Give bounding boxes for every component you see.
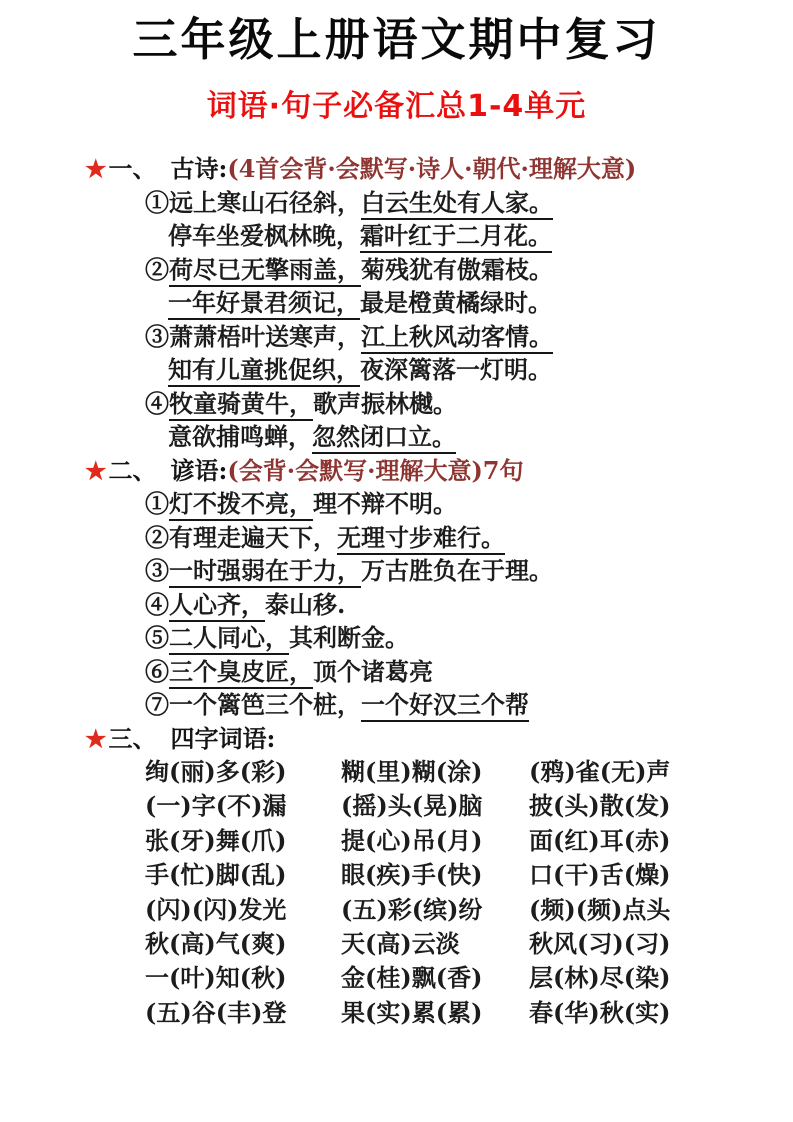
- text-line: [145, 521, 753, 555]
- word-cell: 层(林)尽(染): [529, 963, 671, 993]
- section-poems-header: [85, 152, 753, 186]
- section-proverbs-count: 7句: [482, 455, 524, 485]
- word-cell: 手(忙)脚(乱): [145, 860, 287, 890]
- text-segment: ③: [145, 556, 169, 585]
- section-poems-note: (4首会背·会默写·诗人·朝代·理解大意): [227, 154, 637, 183]
- text-segment: 泰山移.: [265, 589, 346, 619]
- text-line: [145, 219, 753, 253]
- text-line: [145, 688, 753, 722]
- word-cell: 口(干)舌(燥): [529, 860, 671, 890]
- section-poems: [85, 152, 753, 454]
- words-grid: [145, 755, 753, 1030]
- underlined-segment: 一个好汉三个帮: [361, 690, 529, 722]
- word-cell: 果(实)累(累): [341, 997, 483, 1027]
- word-row: [145, 893, 753, 927]
- word-cell: (闪)(闪)发光: [145, 894, 287, 924]
- text-line: [145, 655, 753, 689]
- text-segment: 理不辩不明。: [313, 489, 457, 518]
- section-proverbs-title: 谚语:: [170, 455, 228, 485]
- word-cell: 秋风(习)(习): [529, 929, 671, 959]
- text-segment: ⑥: [145, 656, 169, 686]
- section-proverbs: [85, 454, 753, 722]
- section-poems-title: 古诗:: [170, 154, 228, 183]
- worksheet-content: [85, 152, 753, 1030]
- star-icon: ★: [85, 455, 107, 485]
- word-cell: (五)谷(丰)登: [145, 997, 287, 1027]
- text-line: [145, 286, 753, 320]
- underlined-segment: 灯不拨不亮，: [169, 489, 313, 521]
- underlined-segment: 三个臭皮匠，: [169, 657, 313, 689]
- text-line: [145, 420, 753, 454]
- text-line: [145, 554, 753, 588]
- section-words: [85, 722, 753, 1031]
- text-segment: ③萧萧梧叶送寒声，: [145, 321, 361, 351]
- text-segment: 顶个诸葛亮: [313, 656, 433, 686]
- underlined-segment: 江上秋风动客情。: [361, 322, 553, 354]
- text-line: [145, 186, 753, 220]
- poems-lines: [145, 186, 753, 454]
- section-poems-number: 一、: [108, 154, 157, 183]
- underlined-segment: 霜叶红于二月花。: [360, 221, 552, 253]
- word-cell: 眼(疾)手(快): [341, 860, 483, 890]
- star-icon: ★: [85, 723, 107, 753]
- word-row: [145, 996, 753, 1030]
- word-cell: 春(华)秋(实): [529, 997, 671, 1027]
- section-proverbs-note: (会背·会默写·理解大意): [227, 455, 483, 485]
- word-cell: 一(叶)知(秋): [145, 963, 287, 993]
- underlined-segment: 二人同心，: [169, 623, 289, 655]
- text-line: [145, 387, 753, 421]
- word-cell: 天(高)云淡: [341, 929, 460, 959]
- word-cell: (频)(频)点头: [529, 894, 671, 924]
- word-cell: 张(牙)舞(爪): [145, 825, 287, 855]
- text-segment: ①远上寒山石径斜，: [145, 187, 361, 217]
- text-line: [145, 253, 753, 287]
- page-title: 三年级上册语文期中复习: [132, 13, 661, 66]
- section-proverbs-header: [85, 454, 753, 488]
- text-segment: 歌声振林樾。: [313, 388, 457, 418]
- word-cell: 秋(高)气(爽): [145, 929, 287, 959]
- word-cell: 面(红)耳(赤): [529, 825, 671, 855]
- text-line: [145, 621, 753, 655]
- word-cell: 披(头)散(发): [529, 791, 671, 821]
- word-cell: (五)彩(缤)纷: [341, 894, 483, 924]
- word-cell: 绚(丽)多(彩): [145, 757, 287, 786]
- word-row: [145, 824, 753, 858]
- word-row: [145, 961, 753, 995]
- text-segment: ④: [145, 589, 169, 619]
- underlined-segment: 忽然闭口立。: [312, 422, 456, 454]
- word-row: [145, 755, 753, 789]
- text-line: [145, 353, 753, 387]
- text-segment: 夜深篱落一灯明。: [360, 355, 552, 384]
- text-segment: 菊残犹有傲霜枝。: [361, 254, 553, 284]
- text-segment: 最是橙黄橘绿时。: [360, 288, 552, 317]
- word-row: [145, 927, 753, 961]
- underlined-segment: 白云生处有人家。: [361, 188, 553, 220]
- text-segment: ④: [145, 388, 169, 418]
- word-cell: 糊(里)糊(涂): [341, 757, 483, 786]
- underlined-segment: 一时强弱在于力，: [169, 556, 361, 588]
- section-words-title: 四字词语:: [170, 723, 276, 753]
- text-segment: ⑤: [145, 623, 169, 652]
- text-segment: ①: [145, 489, 169, 518]
- text-line: [145, 588, 753, 622]
- text-segment: 意欲捕鸣蝉，: [168, 422, 312, 451]
- underlined-segment: 荷尽已无擎雨盖，: [169, 255, 361, 287]
- word-cell: 金(桂)飘(香): [341, 963, 483, 993]
- underlined-segment: 知有儿童挑促织，: [168, 355, 360, 387]
- text-segment: 其利断金。: [289, 623, 409, 652]
- section-words-header: [85, 722, 753, 756]
- word-row: [145, 858, 753, 892]
- word-row: [145, 789, 753, 823]
- text-segment: ②: [145, 254, 169, 284]
- page-subtitle: 词语·句子必备汇总1-4单元: [206, 89, 587, 124]
- word-cell: (鸦)雀(无)声: [529, 757, 671, 786]
- underlined-segment: 无理寸步难行。: [337, 523, 505, 555]
- proverbs-lines: [145, 487, 753, 722]
- text-line: [145, 320, 753, 354]
- section-proverbs-number: 二、: [108, 455, 157, 485]
- underlined-segment: 牧童骑黄牛，: [169, 389, 313, 421]
- section-words-number: 三、: [108, 723, 157, 753]
- word-cell: 提(心)吊(月): [341, 825, 483, 855]
- underlined-segment: 人心齐，: [169, 590, 265, 622]
- text-segment: ②有理走遍天下，: [145, 522, 337, 552]
- text-line: [145, 487, 753, 521]
- text-segment: 万古胜负在于理。: [361, 556, 553, 585]
- underlined-segment: 一年好景君须记，: [168, 288, 360, 320]
- star-icon: ★: [85, 154, 107, 183]
- word-cell: (一)字(不)漏: [145, 791, 287, 821]
- text-segment: 停车坐爱枫林晚，: [168, 221, 360, 250]
- word-cell: (摇)头(晃)脑: [341, 791, 483, 821]
- text-segment: ⑦一个篱笆三个桩，: [145, 690, 361, 719]
